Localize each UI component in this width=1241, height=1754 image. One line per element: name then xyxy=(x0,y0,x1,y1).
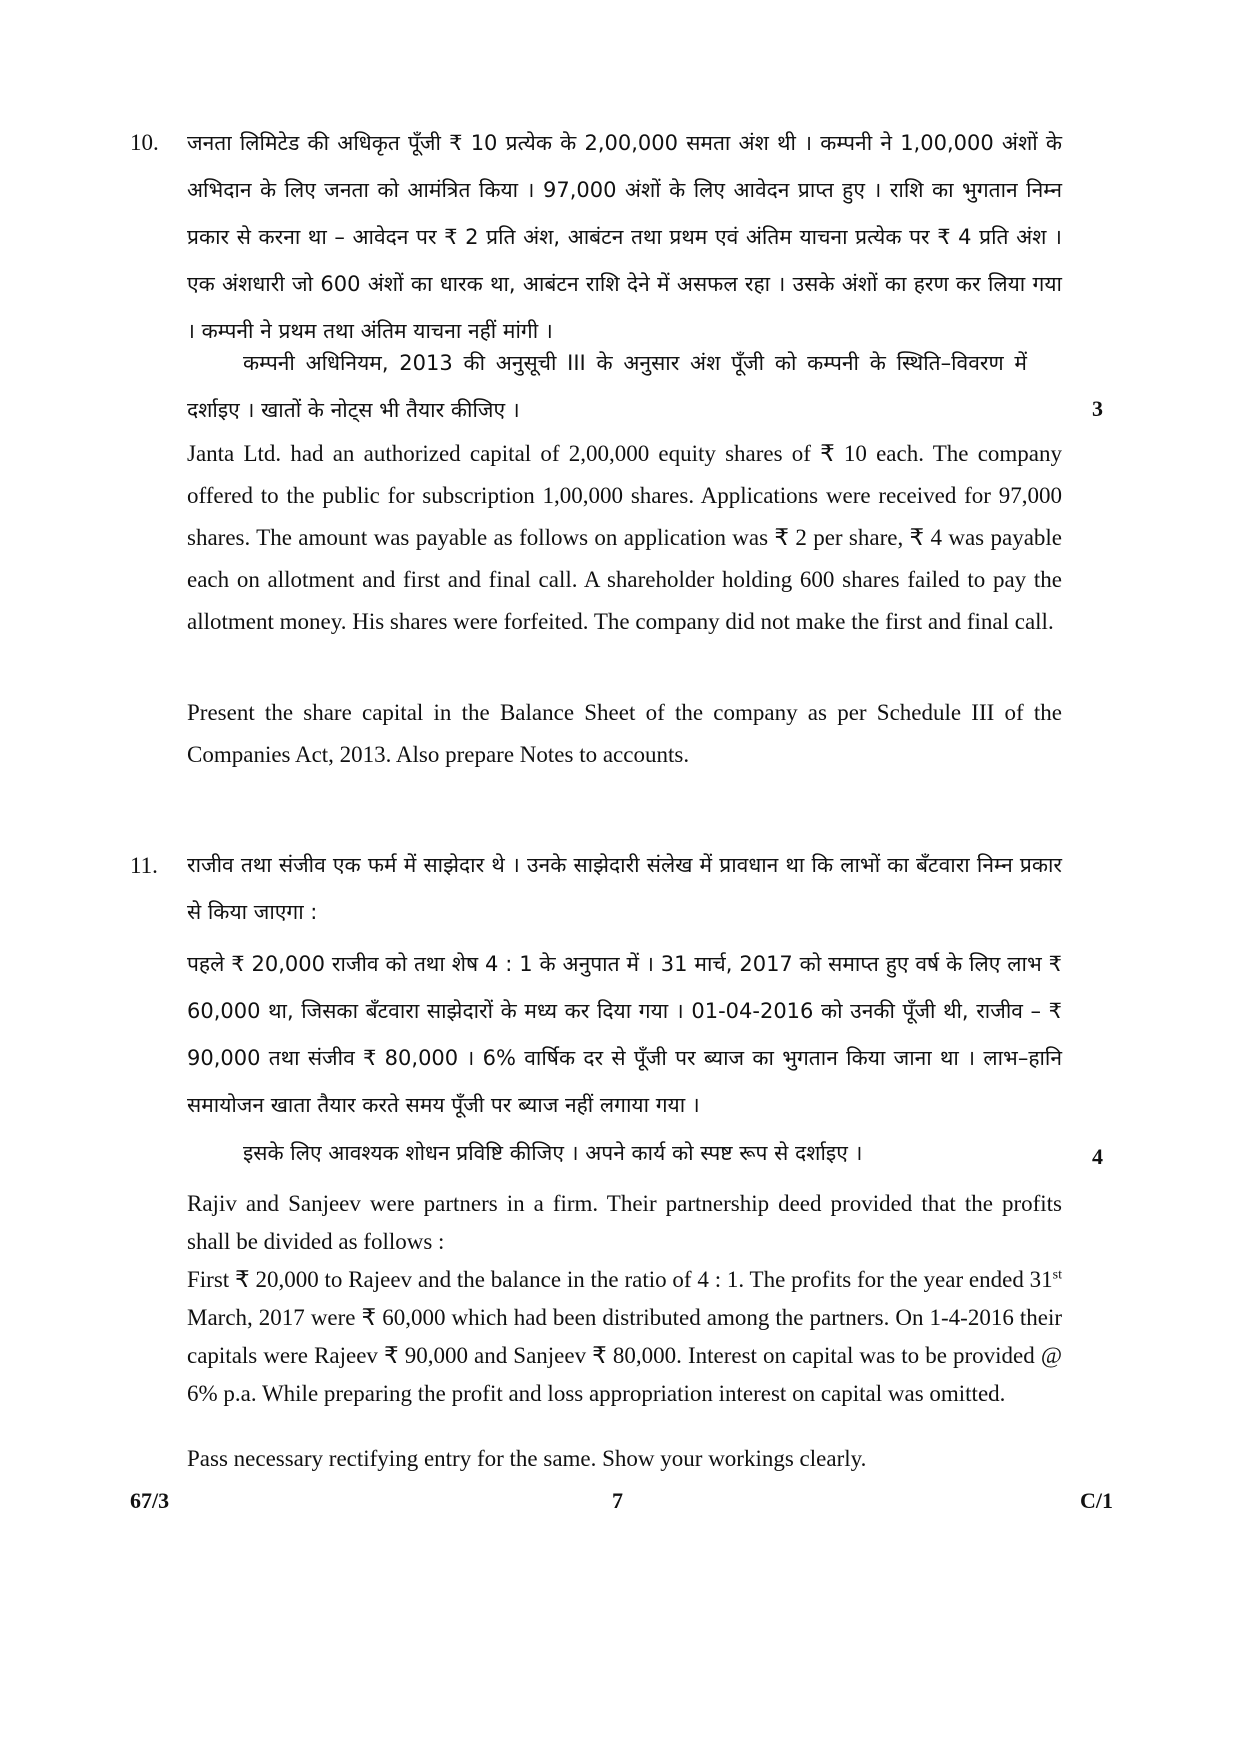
ordinal-suffix: st xyxy=(1052,1267,1062,1283)
question-11-english-text-b: March, 2017 were ₹ 60,000 which had been distributed among the partners. On 1-4-2016 their capitals were Rajeev ₹ 90,000 and Sanjeev ₹ 80,000. Interest on capital was to be provided @ 6% p.a. While preparing the profit and loss appropriation interest on capital was omitted. xyxy=(187,1305,1062,1406)
footer-paper-code: 67/3 xyxy=(130,1488,170,1513)
question-10-hindi-instruction: कम्पनी अधिनियम, 2013 की अनुसूची III के अनुसार अंश पूँजी को कम्पनी के स्थिति–विवरण में दर्शाइए । खातों के नोट्स भी तैयार कीजिए । xyxy=(187,351,1027,422)
question-10-hindi-text: जनता लिमिटेड की अधिकृत पूँजी ₹ 10 प्रत्येक के 2,00,000 समता अंश थी । कम्पनी ने 1,00,000 अंशों के अभिदान के लिए जनता को आमंत्रित किया । 97,000 अंशों के लिए आवेदन प्राप्त हुए । राशि का भुगतान निम्न प्रकार से करना था – आवेदन पर ₹ 2 प्रति अंश, आबंटन तथा प्रथम एवं अंतिम याचना प्रत्येक पर ₹ 4 प्रति अंश । एक अंशधारी जो 600 अंशों का धारक था, आबंटन राशि देने में असफल रहा । उसके अंशों का हरण कर लिया गया । कम्पनी ने प्रथम तथा अंतिम याचना नहीं मांगी । xyxy=(187,131,1062,343)
question-10-marks: 3 xyxy=(1092,396,1103,421)
question-11-english-instruction: Pass necessary rectifying entry for the same. Show your workings clearly. xyxy=(187,1446,867,1471)
question-11-number: 11. xyxy=(130,853,158,878)
question-11-hindi-text: पहले ₹ 20,000 राजीव को तथा शेष 4 : 1 के अनुपात में । 31 मार्च, 2017 को समाप्त हुए वर्ष के लिए लाभ ₹ 60,000 था, जिसका बँटवारा साझेदारों के मध्य कर दिया गया । 01-04-2016 को उनकी पूँजी थी, राजीव – ₹ 90,000 तथा संजीव ₹ 80,000 । 6% वार्षिक दर से पूँजी पर ब्याज का भुगतान किया जाना था । लाभ–हानि समायोजन खाता तैयार करते समय पूँजी पर ब्याज नहीं लगाया गया । xyxy=(187,952,1062,1117)
question-11-hindi-intro: राजीव तथा संजीव एक फर्म में साझेदार थे । उनके साझेदारी संलेख में प्रावधान था कि लाभों का बँटवारा निम्न प्रकार से किया जाएगा : xyxy=(187,853,1062,924)
question-11-marks: 4 xyxy=(1092,1144,1103,1169)
question-10-english-text: Janta Ltd. had an authorized capital of 2,00,000 equity shares of ₹ 10 each. The company offered to the public for subscription 1,00,000 shares. Applications were received for 97,000 shares. The amount was payable as follows on application was ₹ 2 per share, ₹ 4 was payable each on allotment and first and final call. A shareholder holding 600 shares failed to pay the allotment money. His shares were forfeited. The company did not make the first and final call. xyxy=(187,441,1062,634)
question-11-english-text-a: First ₹ 20,000 to Rajeev and the balance in the ratio of 4 : 1. The profits for the year ended 31 xyxy=(187,1267,1053,1292)
question-11-hindi-instruction: इसके लिए आवश्यक शोधन प्रविष्टि कीजिए । अपने कार्य को स्पष्ट रूप से दर्शाइए । xyxy=(243,1141,863,1165)
question-11-english-intro: Rajiv and Sanjeev were partners in a firm. Their partnership deed provided that the profits shall be divided as follows : xyxy=(187,1191,1062,1254)
question-11-english-text xyxy=(187,1261,1062,1413)
question-10-english-instruction: Present the share capital in the Balance Sheet of the company as per Schedule III of the Companies Act, 2013. Also prepare Notes to accounts. xyxy=(187,700,1062,767)
footer-page-number: 7 xyxy=(612,1488,623,1513)
footer-set-code: C/1 xyxy=(1080,1488,1113,1513)
question-10-number: 10. xyxy=(130,130,159,155)
